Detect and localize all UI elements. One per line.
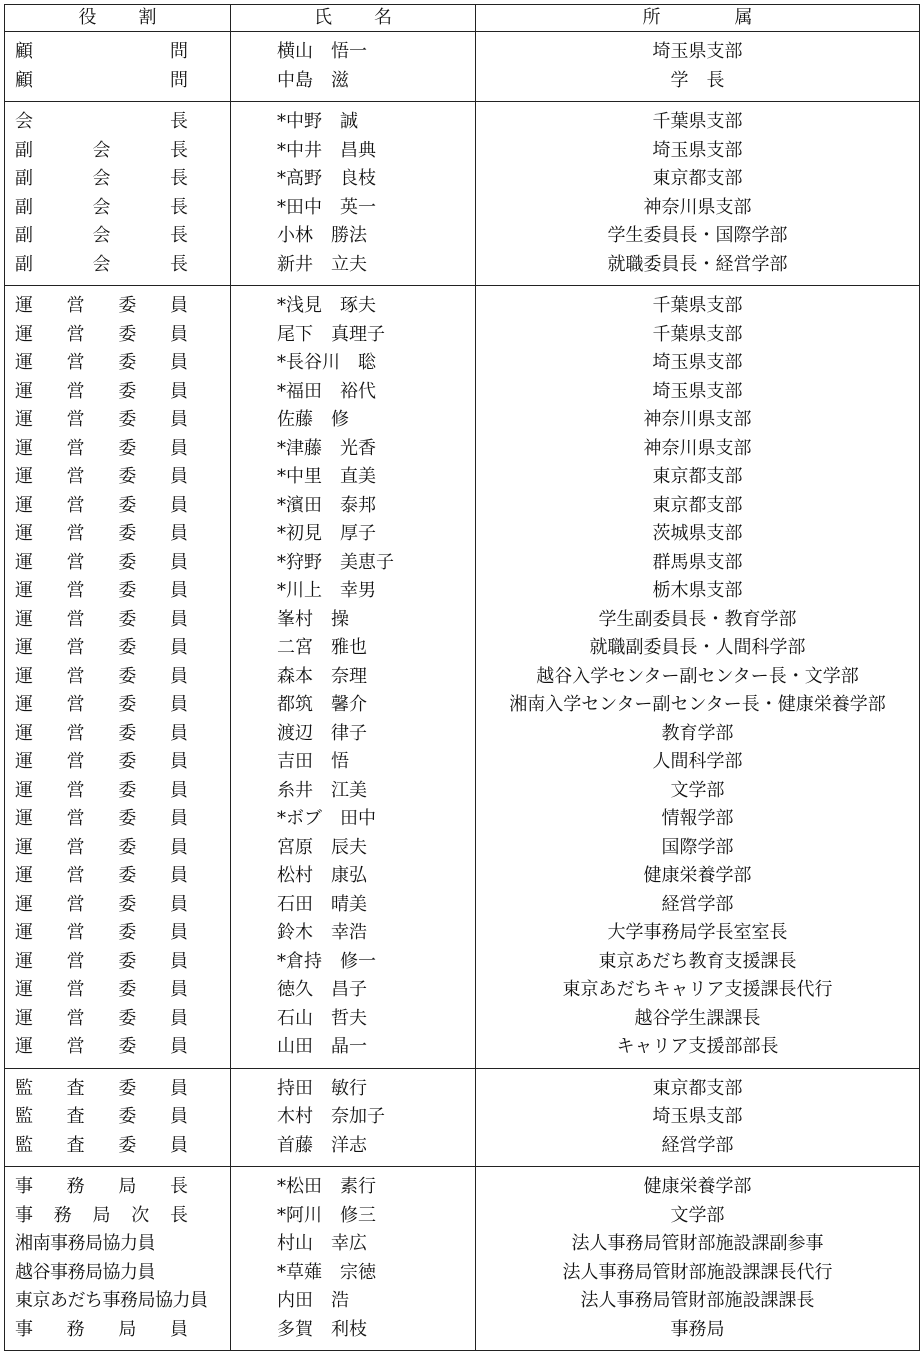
name-cell: 尾下 真理子 <box>231 321 476 350</box>
name-cell: *長谷川 聡 <box>231 349 476 378</box>
affiliation-cell: 千葉県支部 <box>476 321 920 350</box>
affiliation-cell: 東京都支部 <box>476 492 920 521</box>
name-cell: *高野 良枝 <box>231 165 476 194</box>
name-cell: 糸井 江美 <box>231 777 476 806</box>
table-row <box>5 606 920 635</box>
name-cell: 森本 奈理 <box>231 663 476 692</box>
name-cell: 鈴木 幸浩 <box>231 919 476 948</box>
affiliation-cell: 茨城県支部 <box>476 520 920 549</box>
table-row <box>5 137 920 166</box>
role-cell: 運営委員 <box>5 919 231 948</box>
name-cell: 徳久 昌子 <box>231 976 476 1005</box>
group-section <box>5 1068 920 1167</box>
table-row <box>5 1103 920 1132</box>
table-row <box>5 862 920 891</box>
affiliation-cell: 事務局 <box>476 1316 920 1351</box>
table-row <box>5 1287 920 1316</box>
role-cell: 会長 <box>5 102 231 137</box>
role-cell: 運営委員 <box>5 321 231 350</box>
role-cell: 運営委員 <box>5 805 231 834</box>
name-cell: 持田 敏行 <box>231 1068 476 1103</box>
affiliation-cell: 千葉県支部 <box>476 286 920 321</box>
table-row <box>5 222 920 251</box>
table-row <box>5 1202 920 1231</box>
name-cell: *初見 厚子 <box>231 520 476 549</box>
affiliation-cell: 東京あだち教育支援課長 <box>476 948 920 977</box>
name-cell: *狩野 美恵子 <box>231 549 476 578</box>
affiliation-cell: 情報学部 <box>476 805 920 834</box>
role-cell: 運営委員 <box>5 378 231 407</box>
table-row <box>5 1132 920 1167</box>
role-cell: 監査委員 <box>5 1068 231 1103</box>
table-row <box>5 663 920 692</box>
table-row <box>5 194 920 223</box>
name-cell: *松田 素行 <box>231 1167 476 1202</box>
affiliation-cell: 経営学部 <box>476 1132 920 1167</box>
name-cell: 都筑 馨介 <box>231 691 476 720</box>
affiliation-cell: 就職副委員長・人間科学部 <box>476 634 920 663</box>
affiliation-cell: 千葉県支部 <box>476 102 920 137</box>
affiliation-cell: 法人事務局管財部施設課副参事 <box>476 1230 920 1259</box>
role-cell: 副会長 <box>5 165 231 194</box>
affiliation-cell: 神奈川県支部 <box>476 194 920 223</box>
name-cell: 多賀 利枝 <box>231 1316 476 1351</box>
table-row <box>5 1259 920 1288</box>
table-row <box>5 549 920 578</box>
table-row <box>5 67 920 102</box>
role-cell: 運営委員 <box>5 349 231 378</box>
group-section <box>5 1167 920 1351</box>
name-cell: 松村 康弘 <box>231 862 476 891</box>
name-cell: 内田 浩 <box>231 1287 476 1316</box>
table-row <box>5 948 920 977</box>
role-cell: 副会長 <box>5 222 231 251</box>
name-cell: 佐藤 修 <box>231 406 476 435</box>
group-section <box>5 286 920 1069</box>
role-cell: 運営委員 <box>5 406 231 435</box>
table-row <box>5 321 920 350</box>
name-cell: 石山 哲夫 <box>231 1005 476 1034</box>
name-cell: 村山 幸広 <box>231 1230 476 1259</box>
role-cell: 運営委員 <box>5 862 231 891</box>
name-cell: *中里 直美 <box>231 463 476 492</box>
name-cell: *中井 昌典 <box>231 137 476 166</box>
group-section <box>5 32 920 102</box>
affiliation-cell: 東京都支部 <box>476 165 920 194</box>
table-row <box>5 720 920 749</box>
header-role: 役 割 <box>5 5 231 32</box>
table-row <box>5 919 920 948</box>
role-cell: 運営委員 <box>5 1033 231 1068</box>
name-cell: *草薙 宗徳 <box>231 1259 476 1288</box>
role-cell: 越谷事務局協力員 <box>5 1259 231 1288</box>
name-cell: 新井 立夫 <box>231 251 476 286</box>
table-row <box>5 1167 920 1202</box>
affiliation-cell: 大学事務局学長室室長 <box>476 919 920 948</box>
table-row <box>5 32 920 67</box>
affiliation-cell: 法人事務局管財部施設課課長代行 <box>476 1259 920 1288</box>
role-cell: 運営委員 <box>5 720 231 749</box>
table-row <box>5 748 920 777</box>
role-cell: 運営委員 <box>5 948 231 977</box>
role-cell: 監査委員 <box>5 1132 231 1167</box>
name-cell: 小林 勝法 <box>231 222 476 251</box>
affiliation-cell: 埼玉県支部 <box>476 349 920 378</box>
role-cell: 事務局長 <box>5 1167 231 1202</box>
affiliation-cell: 神奈川県支部 <box>476 435 920 464</box>
role-cell: 運営委員 <box>5 1005 231 1034</box>
role-cell: 東京あだち事務局協力員 <box>5 1287 231 1316</box>
affiliation-cell: キャリア支援部部長 <box>476 1033 920 1068</box>
role-cell: 運営委員 <box>5 463 231 492</box>
name-cell: *福田 裕代 <box>231 378 476 407</box>
name-cell: *倉持 修一 <box>231 948 476 977</box>
role-cell: 運営委員 <box>5 976 231 1005</box>
table-row <box>5 577 920 606</box>
affiliation-cell: 埼玉県支部 <box>476 137 920 166</box>
role-cell: 副会長 <box>5 251 231 286</box>
name-cell: *ボブ 田中 <box>231 805 476 834</box>
table-row <box>5 1033 920 1068</box>
table-row <box>5 691 920 720</box>
name-cell: *阿川 修三 <box>231 1202 476 1231</box>
group-section <box>5 102 920 286</box>
role-cell: 事務局次長 <box>5 1202 231 1231</box>
role-cell: 運営委員 <box>5 606 231 635</box>
table-row <box>5 634 920 663</box>
affiliation-cell: 国際学部 <box>476 834 920 863</box>
name-cell: 山田 晶一 <box>231 1033 476 1068</box>
name-cell: 横山 悟一 <box>231 32 476 67</box>
role-cell: 運営委員 <box>5 634 231 663</box>
table-header <box>5 5 920 32</box>
table-row <box>5 286 920 321</box>
affiliation-cell: 文学部 <box>476 1202 920 1231</box>
role-cell: 湘南事務局協力員 <box>5 1230 231 1259</box>
table-row <box>5 891 920 920</box>
role-cell: 副会長 <box>5 194 231 223</box>
role-cell: 運営委員 <box>5 834 231 863</box>
table-row <box>5 1005 920 1034</box>
table-row <box>5 1068 920 1103</box>
table-row <box>5 406 920 435</box>
affiliation-cell: 越谷入学センター副センター長・文学部 <box>476 663 920 692</box>
affiliation-cell: 越谷学生課課長 <box>476 1005 920 1034</box>
role-cell: 監査委員 <box>5 1103 231 1132</box>
role-cell: 運営委員 <box>5 286 231 321</box>
affiliation-cell: 埼玉県支部 <box>476 1103 920 1132</box>
affiliation-cell: 埼玉県支部 <box>476 32 920 67</box>
role-cell: 運営委員 <box>5 748 231 777</box>
table-row <box>5 777 920 806</box>
name-cell: *川上 幸男 <box>231 577 476 606</box>
table-row <box>5 251 920 286</box>
table-row <box>5 463 920 492</box>
table-row <box>5 1316 920 1351</box>
table-row <box>5 378 920 407</box>
name-cell: 二宮 雅也 <box>231 634 476 663</box>
affiliation-cell: 東京都支部 <box>476 1068 920 1103</box>
affiliation-cell: 学 長 <box>476 67 920 102</box>
name-cell: 宮原 辰夫 <box>231 834 476 863</box>
role-cell: 顧問 <box>5 67 231 102</box>
role-cell: 運営委員 <box>5 577 231 606</box>
name-cell: *浅見 琢夫 <box>231 286 476 321</box>
affiliation-cell: 学生副委員長・教育学部 <box>476 606 920 635</box>
affiliation-cell: 湘南入学センター副センター長・健康栄養学部 <box>476 691 920 720</box>
table-row <box>5 976 920 1005</box>
name-cell: *濱田 泰邦 <box>231 492 476 521</box>
role-cell: 運営委員 <box>5 691 231 720</box>
name-cell: 吉田 悟 <box>231 748 476 777</box>
name-cell: *津藤 光香 <box>231 435 476 464</box>
affiliation-cell: 健康栄養学部 <box>476 862 920 891</box>
roster-table <box>4 4 920 1351</box>
affiliation-cell: 学生委員長・国際学部 <box>476 222 920 251</box>
role-cell: 運営委員 <box>5 777 231 806</box>
table-row <box>5 435 920 464</box>
table-row <box>5 102 920 137</box>
affiliation-cell: 文学部 <box>476 777 920 806</box>
affiliation-cell: 東京都支部 <box>476 463 920 492</box>
role-cell: 運営委員 <box>5 663 231 692</box>
affiliation-cell: 神奈川県支部 <box>476 406 920 435</box>
role-cell: 運営委員 <box>5 435 231 464</box>
affiliation-cell: 就職委員長・経営学部 <box>476 251 920 286</box>
name-cell: 渡辺 律子 <box>231 720 476 749</box>
affiliation-cell: 法人事務局管財部施設課課長 <box>476 1287 920 1316</box>
table-row <box>5 349 920 378</box>
affiliation-cell: 人間科学部 <box>476 748 920 777</box>
name-cell: 峯村 操 <box>231 606 476 635</box>
name-cell: *田中 英一 <box>231 194 476 223</box>
affiliation-cell: 東京あだちキャリア支援課長代行 <box>476 976 920 1005</box>
table-row <box>5 805 920 834</box>
role-cell: 運営委員 <box>5 549 231 578</box>
affiliation-cell: 埼玉県支部 <box>476 378 920 407</box>
table-row <box>5 492 920 521</box>
affiliation-cell: 栃木県支部 <box>476 577 920 606</box>
table-row <box>5 520 920 549</box>
name-cell: 石田 晴美 <box>231 891 476 920</box>
affiliation-cell: 教育学部 <box>476 720 920 749</box>
table-row <box>5 834 920 863</box>
table-row <box>5 1230 920 1259</box>
affiliation-cell: 健康栄養学部 <box>476 1167 920 1202</box>
table-row <box>5 165 920 194</box>
affiliation-cell: 経営学部 <box>476 891 920 920</box>
name-cell: *中野 誠 <box>231 102 476 137</box>
role-cell: 運営委員 <box>5 492 231 521</box>
role-cell: 副会長 <box>5 137 231 166</box>
name-cell: 中島 滋 <box>231 67 476 102</box>
role-cell: 事務局員 <box>5 1316 231 1351</box>
name-cell: 木村 奈加子 <box>231 1103 476 1132</box>
header-affiliation: 所 属 <box>476 5 920 32</box>
affiliation-cell: 群馬県支部 <box>476 549 920 578</box>
role-cell: 運営委員 <box>5 891 231 920</box>
name-cell: 首藤 洋志 <box>231 1132 476 1167</box>
role-cell: 運営委員 <box>5 520 231 549</box>
header-name: 氏 名 <box>231 5 476 32</box>
role-cell: 顧問 <box>5 32 231 67</box>
